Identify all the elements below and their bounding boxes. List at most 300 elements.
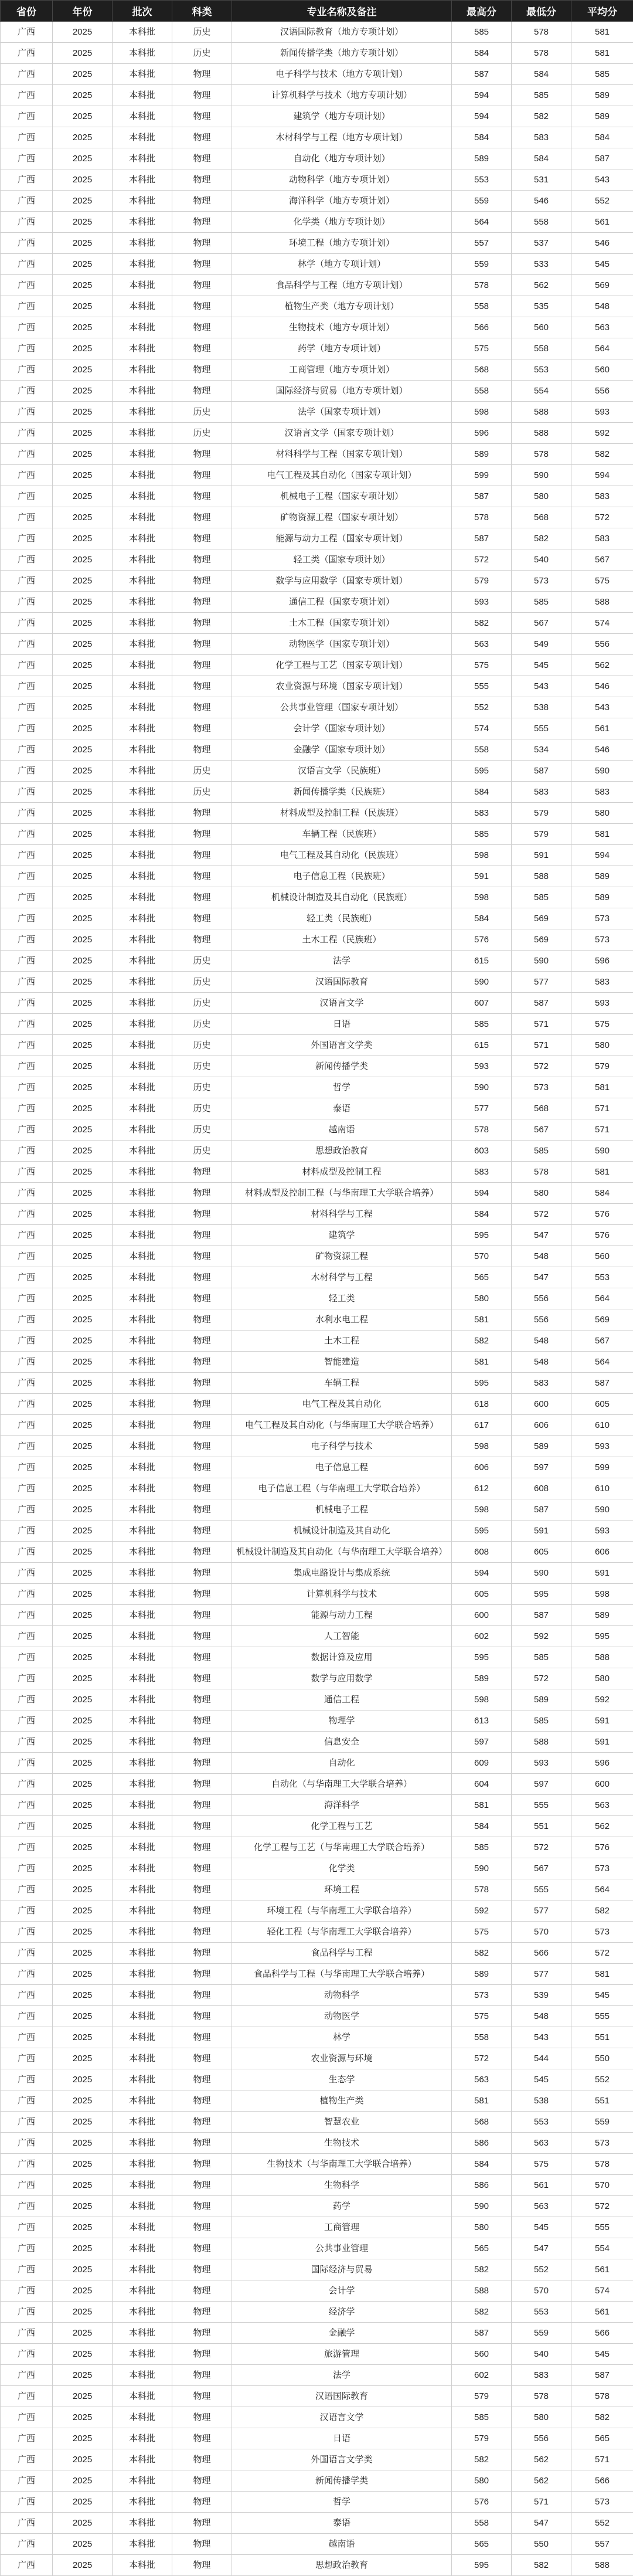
cell-max-score: 598 <box>452 1436 512 1457</box>
cell-batch: 本科批 <box>113 2196 172 2217</box>
cell-year: 2025 <box>53 1267 113 1288</box>
cell-province: 广西 <box>1 1605 53 1626</box>
cell-min-score: 538 <box>512 697 571 718</box>
cell-batch: 本科批 <box>113 1689 172 1710</box>
cell-avg-score: 584 <box>571 127 633 148</box>
cell-year: 2025 <box>53 803 113 824</box>
cell-max-score: 599 <box>452 465 512 486</box>
cell-major: 公共事业管理 <box>232 2238 452 2259</box>
cell-year: 2025 <box>53 1542 113 1563</box>
cell-province: 广西 <box>1 1077 53 1098</box>
cell-batch: 本科批 <box>113 43 172 64</box>
cell-min-score: 548 <box>512 1246 571 1267</box>
cell-year: 2025 <box>53 1162 113 1183</box>
table-row <box>1 2302 633 2323</box>
cell-year: 2025 <box>53 761 113 782</box>
cell-province: 广西 <box>1 803 53 824</box>
cell-batch: 本科批 <box>113 1288 172 1309</box>
cell-batch: 本科批 <box>113 655 172 676</box>
cell-province: 广西 <box>1 1584 53 1605</box>
cell-avg-score: 575 <box>571 1014 633 1035</box>
cell-major: 电子科学与技术（地方专项计划） <box>232 64 452 85</box>
cell-province: 广西 <box>1 2175 53 2196</box>
cell-max-score: 598 <box>452 1689 512 1710</box>
cell-avg-score: 584 <box>571 1183 633 1204</box>
cell-year: 2025 <box>53 824 113 845</box>
cell-major: 能源与动力工程（国家专项计划） <box>232 528 452 549</box>
cell-major: 环境工程（地方专项计划） <box>232 233 452 254</box>
cell-avg-score: 562 <box>571 1816 633 1837</box>
cell-province: 广西 <box>1 2513 53 2534</box>
cell-major: 矿物资源工程（国家专项计划） <box>232 507 452 528</box>
cell-major: 工商管理 <box>232 2217 452 2238</box>
table-row <box>1 1119 633 1141</box>
cell-subject: 物理 <box>172 1605 232 1626</box>
cell-min-score: 572 <box>512 1668 571 1689</box>
cell-avg-score: 546 <box>571 739 633 761</box>
table-row <box>1 2280 633 2302</box>
cell-max-score: 595 <box>452 1521 512 1542</box>
cell-avg-score: 582 <box>571 1900 633 1922</box>
cell-batch: 本科批 <box>113 2006 172 2027</box>
cell-year: 2025 <box>53 296 113 317</box>
cell-min-score: 580 <box>512 2407 571 2428</box>
cell-batch: 本科批 <box>113 1584 172 1605</box>
cell-subject: 物理 <box>172 2259 232 2280</box>
cell-min-score: 592 <box>512 1626 571 1647</box>
cell-batch: 本科批 <box>113 1331 172 1352</box>
cell-major: 材料成型及控制工程（与华南理工大学联合培养） <box>232 1183 452 1204</box>
cell-batch: 本科批 <box>113 2112 172 2133</box>
table-row <box>1 1204 633 1225</box>
cell-subject: 物理 <box>172 1837 232 1858</box>
cell-year: 2025 <box>53 2133 113 2154</box>
cell-min-score: 591 <box>512 1521 571 1542</box>
table-row <box>1 571 633 592</box>
table-row <box>1 1584 633 1605</box>
cell-batch: 本科批 <box>113 803 172 824</box>
cell-year: 2025 <box>53 1985 113 2006</box>
cell-subject: 物理 <box>172 127 232 148</box>
cell-batch: 本科批 <box>113 233 172 254</box>
cell-subject: 物理 <box>172 1457 232 1478</box>
cell-max-score: 582 <box>452 2259 512 2280</box>
cell-subject: 历史 <box>172 423 232 444</box>
table-row <box>1 85 633 106</box>
cell-province: 广西 <box>1 2090 53 2112</box>
cell-year: 2025 <box>53 908 113 929</box>
cell-year: 2025 <box>53 212 113 233</box>
cell-min-score: 554 <box>512 381 571 402</box>
cell-batch: 本科批 <box>113 929 172 951</box>
cell-max-score: 594 <box>452 1183 512 1204</box>
cell-province: 广西 <box>1 929 53 951</box>
table-row <box>1 2238 633 2259</box>
table-row <box>1 824 633 845</box>
cell-province: 广西 <box>1 908 53 929</box>
cell-major: 能源与动力工程 <box>232 1605 452 1626</box>
cell-max-score: 581 <box>452 2090 512 2112</box>
cell-batch: 本科批 <box>113 359 172 381</box>
cell-avg-score: 561 <box>571 718 633 739</box>
cell-year: 2025 <box>53 2048 113 2069</box>
cell-batch: 本科批 <box>113 2280 172 2302</box>
cell-major: 智能建造 <box>232 1352 452 1373</box>
cell-year: 2025 <box>53 782 113 803</box>
cell-major: 化学工程与工艺 <box>232 1816 452 1837</box>
cell-subject: 物理 <box>172 1499 232 1521</box>
cell-major: 材料科学与工程（国家专项计划） <box>232 444 452 465</box>
cell-year: 2025 <box>53 444 113 465</box>
cell-subject: 物理 <box>172 1309 232 1331</box>
cell-max-score: 575 <box>452 1922 512 1943</box>
cell-batch: 本科批 <box>113 296 172 317</box>
cell-min-score: 585 <box>512 1647 571 1668</box>
cell-major: 土木工程（民族班） <box>232 929 452 951</box>
cell-subject: 物理 <box>172 2238 232 2259</box>
cell-subject: 历史 <box>172 951 232 972</box>
cell-max-score: 552 <box>452 697 512 718</box>
cell-batch: 本科批 <box>113 1035 172 1056</box>
cell-subject: 物理 <box>172 2048 232 2069</box>
cell-province: 广西 <box>1 782 53 803</box>
table-row <box>1 1753 633 1774</box>
cell-max-score: 597 <box>452 1732 512 1753</box>
cell-year: 2025 <box>53 1668 113 1689</box>
cell-province: 广西 <box>1 697 53 718</box>
cell-avg-score: 566 <box>571 2470 633 2492</box>
cell-year: 2025 <box>53 1394 113 1415</box>
cell-subject: 物理 <box>172 1542 232 1563</box>
table-row <box>1 1626 633 1647</box>
cell-avg-score: 571 <box>571 1119 633 1141</box>
cell-min-score: 606 <box>512 1415 571 1436</box>
cell-major: 电子信息工程（与华南理工大学联合培养） <box>232 1478 452 1499</box>
cell-year: 2025 <box>53 2513 113 2534</box>
cell-major: 水利水电工程 <box>232 1309 452 1331</box>
cell-min-score: 590 <box>512 951 571 972</box>
cell-major: 信息安全 <box>232 1732 452 1753</box>
cell-subject: 物理 <box>172 887 232 908</box>
cell-avg-score: 551 <box>571 2027 633 2048</box>
cell-min-score: 585 <box>512 887 571 908</box>
cell-year: 2025 <box>53 1141 113 1162</box>
cell-subject: 物理 <box>172 1626 232 1647</box>
cell-batch: 本科批 <box>113 1352 172 1373</box>
cell-year: 2025 <box>53 1858 113 1879</box>
cell-year: 2025 <box>53 169 113 191</box>
cell-year: 2025 <box>53 655 113 676</box>
cell-avg-score: 583 <box>571 528 633 549</box>
cell-batch: 本科批 <box>113 2344 172 2365</box>
cell-avg-score: 561 <box>571 2259 633 2280</box>
table-row <box>1 296 633 317</box>
cell-max-score: 585 <box>452 1014 512 1035</box>
cell-year: 2025 <box>53 2090 113 2112</box>
cell-province: 广西 <box>1 148 53 169</box>
cell-min-score: 583 <box>512 2365 571 2386</box>
table-row <box>1 972 633 993</box>
cell-major: 汉语国际教育 <box>232 972 452 993</box>
cell-avg-score: 550 <box>571 2048 633 2069</box>
cell-province: 广西 <box>1 1795 53 1816</box>
cell-major: 旅游管理 <box>232 2344 452 2365</box>
cell-max-score: 617 <box>452 1415 512 1436</box>
cell-year: 2025 <box>53 1183 113 1204</box>
cell-year: 2025 <box>53 2534 113 2555</box>
cell-subject: 物理 <box>172 1521 232 1542</box>
cell-subject: 物理 <box>172 1246 232 1267</box>
cell-major: 木材科学与工程 <box>232 1267 452 1288</box>
cell-min-score: 540 <box>512 2344 571 2365</box>
cell-year: 2025 <box>53 1331 113 1352</box>
cell-min-score: 553 <box>512 359 571 381</box>
cell-min-score: 549 <box>512 634 571 655</box>
cell-subject: 物理 <box>172 191 232 212</box>
cell-max-score: 598 <box>452 1499 512 1521</box>
cell-subject: 历史 <box>172 1098 232 1119</box>
cell-max-score: 595 <box>452 1225 512 1246</box>
cell-min-score: 578 <box>512 43 571 64</box>
cell-province: 广西 <box>1 549 53 571</box>
cell-avg-score: 564 <box>571 1352 633 1373</box>
cell-province: 广西 <box>1 1457 53 1478</box>
cell-min-score: 548 <box>512 2006 571 2027</box>
cell-max-score: 582 <box>452 2449 512 2470</box>
cell-subject: 历史 <box>172 1119 232 1141</box>
cell-avg-score: 591 <box>571 1710 633 1732</box>
cell-year: 2025 <box>53 338 113 359</box>
cell-avg-score: 578 <box>571 2386 633 2407</box>
cell-year: 2025 <box>53 2027 113 2048</box>
cell-min-score: 595 <box>512 1584 571 1605</box>
cell-year: 2025 <box>53 972 113 993</box>
cell-major: 越南语 <box>232 2534 452 2555</box>
cell-province: 广西 <box>1 592 53 613</box>
cell-subject: 物理 <box>172 1922 232 1943</box>
cell-year: 2025 <box>53 507 113 528</box>
cell-year: 2025 <box>53 951 113 972</box>
cell-max-score: 573 <box>452 1985 512 2006</box>
cell-batch: 本科批 <box>113 2449 172 2470</box>
cell-batch: 本科批 <box>113 824 172 845</box>
cell-subject: 物理 <box>172 2386 232 2407</box>
cell-major: 计算机科学与技术 <box>232 1584 452 1605</box>
cell-avg-score: 581 <box>571 22 633 43</box>
cell-min-score: 546 <box>512 191 571 212</box>
table-row <box>1 1922 633 1943</box>
cell-batch: 本科批 <box>113 486 172 507</box>
cell-province: 广西 <box>1 423 53 444</box>
cell-batch: 本科批 <box>113 1985 172 2006</box>
table-row <box>1 2323 633 2344</box>
table-row <box>1 2175 633 2196</box>
cell-avg-score: 562 <box>571 655 633 676</box>
cell-batch: 本科批 <box>113 275 172 296</box>
cell-min-score: 569 <box>512 908 571 929</box>
cell-max-score: 590 <box>452 1858 512 1879</box>
table-row <box>1 739 633 761</box>
cell-avg-score: 598 <box>571 1584 633 1605</box>
table-row <box>1 1352 633 1373</box>
cell-min-score: 577 <box>512 972 571 993</box>
cell-avg-score: 572 <box>571 2196 633 2217</box>
cell-subject: 物理 <box>172 1964 232 1985</box>
cell-batch: 本科批 <box>113 2217 172 2238</box>
cell-batch: 本科批 <box>113 1183 172 1204</box>
cell-avg-score: 560 <box>571 359 633 381</box>
cell-batch: 本科批 <box>113 866 172 887</box>
cell-avg-score: 552 <box>571 191 633 212</box>
cell-max-score: 613 <box>452 1710 512 1732</box>
cell-subject: 物理 <box>172 803 232 824</box>
cell-major: 自动化 <box>232 1753 452 1774</box>
cell-min-score: 573 <box>512 1077 571 1098</box>
cell-major: 新闻传播学类 <box>232 2470 452 2492</box>
table-row <box>1 718 633 739</box>
table-row <box>1 402 633 423</box>
cell-year: 2025 <box>53 1352 113 1373</box>
cell-year: 2025 <box>53 1014 113 1035</box>
cell-min-score: 547 <box>512 2513 571 2534</box>
cell-max-score: 557 <box>452 233 512 254</box>
cell-subject: 物理 <box>172 1436 232 1457</box>
cell-max-score: 587 <box>452 486 512 507</box>
cell-avg-score: 573 <box>571 1858 633 1879</box>
cell-min-score: 534 <box>512 739 571 761</box>
cell-avg-score: 592 <box>571 423 633 444</box>
cell-major: 土木工程（国家专项计划） <box>232 613 452 634</box>
cell-province: 广西 <box>1 2133 53 2154</box>
cell-max-score: 568 <box>452 359 512 381</box>
cell-min-score: 589 <box>512 1689 571 1710</box>
cell-max-score: 606 <box>452 1457 512 1478</box>
table-row <box>1 1394 633 1415</box>
table-row <box>1 1964 633 1985</box>
cell-min-score: 582 <box>512 106 571 127</box>
cell-subject: 物理 <box>172 613 232 634</box>
cell-province: 广西 <box>1 2407 53 2428</box>
cell-major: 材料科学与工程 <box>232 1204 452 1225</box>
table-row <box>1 2090 633 2112</box>
cell-max-score: 608 <box>452 1542 512 1563</box>
cell-province: 广西 <box>1 613 53 634</box>
cell-avg-score: 596 <box>571 1753 633 1774</box>
cell-major: 林学（地方专项计划） <box>232 254 452 275</box>
cell-min-score: 583 <box>512 782 571 803</box>
table-row <box>1 486 633 507</box>
cell-max-score: 582 <box>452 1943 512 1964</box>
cell-province: 广西 <box>1 1710 53 1732</box>
cell-min-score: 547 <box>512 2238 571 2259</box>
cell-min-score: 543 <box>512 676 571 697</box>
table-row <box>1 929 633 951</box>
cell-province: 广西 <box>1 2006 53 2027</box>
cell-subject: 历史 <box>172 1141 232 1162</box>
cell-batch: 本科批 <box>113 2470 172 2492</box>
cell-province: 广西 <box>1 1204 53 1225</box>
cell-max-score: 589 <box>452 1964 512 1985</box>
cell-major: 国际经济与贸易（地方专项计划） <box>232 381 452 402</box>
cell-batch: 本科批 <box>113 1668 172 1689</box>
table-row <box>1 1162 633 1183</box>
cell-province: 广西 <box>1 1542 53 1563</box>
cell-batch: 本科批 <box>113 697 172 718</box>
cell-batch: 本科批 <box>113 1542 172 1563</box>
cell-min-score: 587 <box>512 1605 571 1626</box>
cell-max-score: 579 <box>452 2428 512 2449</box>
cell-province: 广西 <box>1 296 53 317</box>
cell-year: 2025 <box>53 402 113 423</box>
cell-subject: 物理 <box>172 275 232 296</box>
table-row <box>1 2112 633 2133</box>
cell-batch: 本科批 <box>113 1267 172 1288</box>
cell-year: 2025 <box>53 1943 113 1964</box>
cell-subject: 历史 <box>172 1014 232 1035</box>
table-row <box>1 1225 633 1246</box>
cell-major: 机械电子工程 <box>232 1499 452 1521</box>
cell-max-score: 579 <box>452 571 512 592</box>
cell-avg-score: 588 <box>571 1647 633 1668</box>
table-row <box>1 2027 633 2048</box>
table-row <box>1 127 633 148</box>
cell-avg-score: 570 <box>571 2175 633 2196</box>
cell-subject: 历史 <box>172 402 232 423</box>
cell-max-score: 558 <box>452 296 512 317</box>
cell-min-score: 545 <box>512 655 571 676</box>
cell-min-score: 559 <box>512 2323 571 2344</box>
cell-batch: 本科批 <box>113 2238 172 2259</box>
cell-year: 2025 <box>53 2006 113 2027</box>
cell-year: 2025 <box>53 359 113 381</box>
cell-batch: 本科批 <box>113 1309 172 1331</box>
cell-min-score: 560 <box>512 317 571 338</box>
cell-avg-score: 587 <box>571 148 633 169</box>
cell-subject: 物理 <box>172 1563 232 1584</box>
cell-year: 2025 <box>53 739 113 761</box>
cell-max-score: 589 <box>452 444 512 465</box>
cell-min-score: 571 <box>512 1035 571 1056</box>
cell-max-score: 585 <box>452 2407 512 2428</box>
cell-major: 泰语 <box>232 2513 452 2534</box>
cell-min-score: 555 <box>512 1879 571 1900</box>
cell-year: 2025 <box>53 993 113 1014</box>
cell-major: 汉语言文学（国家专项计划） <box>232 423 452 444</box>
cell-major: 轻工类（民族班） <box>232 908 452 929</box>
cell-major: 农业资源与环境 <box>232 2048 452 2069</box>
cell-subject: 物理 <box>172 1753 232 1774</box>
table-row <box>1 2069 633 2090</box>
cell-major: 金融学 <box>232 2323 452 2344</box>
cell-avg-score: 573 <box>571 2492 633 2513</box>
cell-major: 汉语言文学 <box>232 993 452 1014</box>
cell-avg-score: 563 <box>571 1795 633 1816</box>
cell-max-score: 607 <box>452 993 512 1014</box>
cell-year: 2025 <box>53 2069 113 2090</box>
cell-year: 2025 <box>53 1795 113 1816</box>
table-row <box>1 254 633 275</box>
cell-batch: 本科批 <box>113 148 172 169</box>
header-avg-score: 平均分 <box>571 1 633 22</box>
cell-major: 生态学 <box>232 2069 452 2090</box>
cell-major: 海洋科学 <box>232 1795 452 1816</box>
cell-subject: 历史 <box>172 993 232 1014</box>
cell-major: 外国语言文学类 <box>232 1035 452 1056</box>
cell-province: 广西 <box>1 444 53 465</box>
table-row <box>1 212 633 233</box>
cell-min-score: 545 <box>512 2217 571 2238</box>
cell-batch: 本科批 <box>113 1837 172 1858</box>
